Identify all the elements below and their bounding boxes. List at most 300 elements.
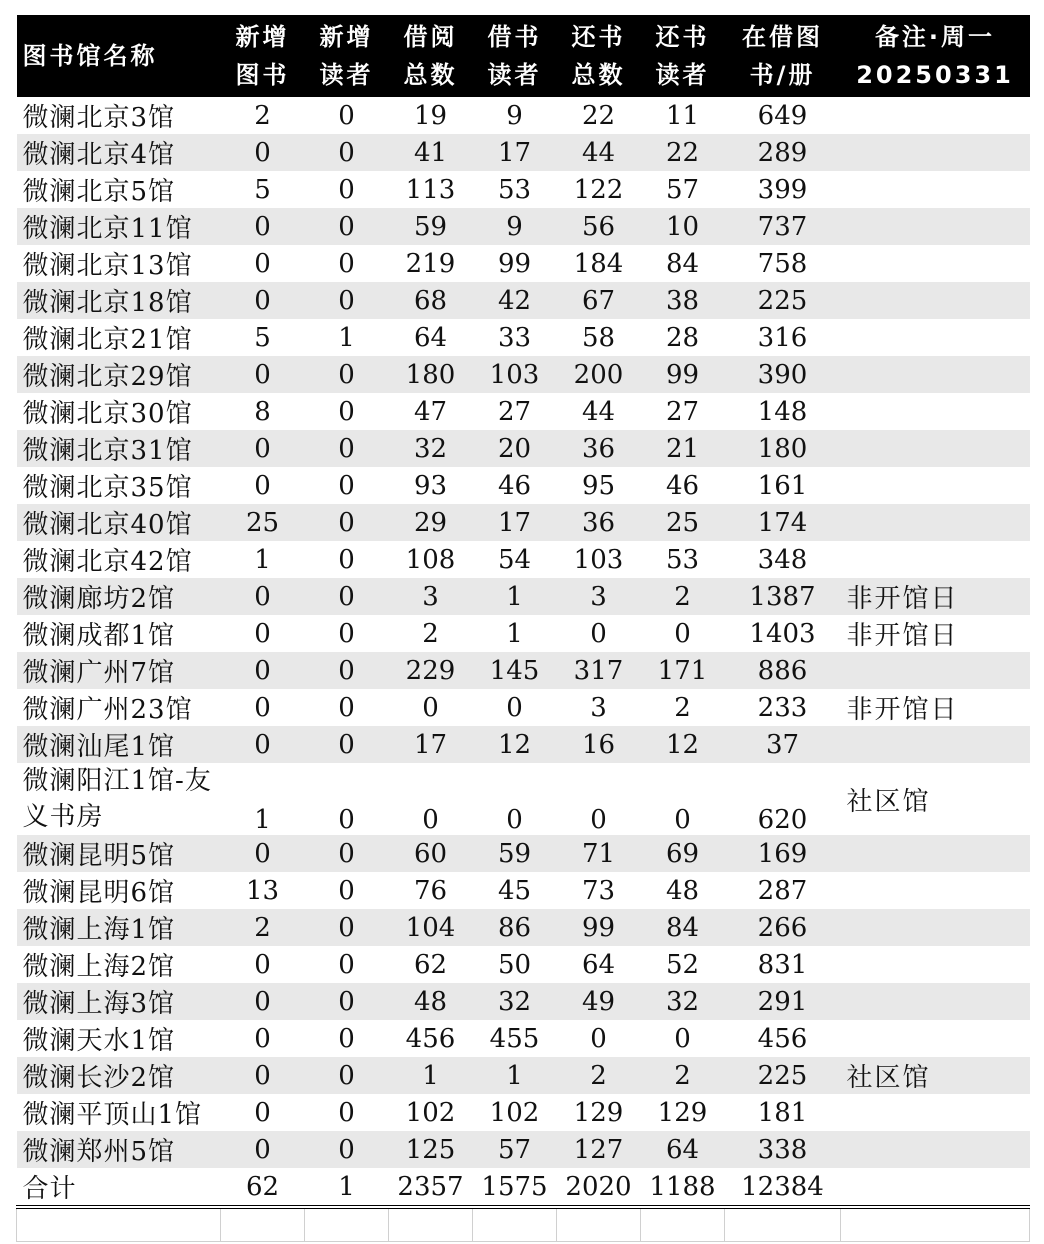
- borrow-readers-cell[interactable]: 0: [506, 692, 523, 723]
- borrow-readers-cell[interactable]: 54: [497, 544, 532, 575]
- return-total-cell[interactable]: 49: [557, 983, 641, 1020]
- new-readers-cell[interactable]: 0: [305, 430, 389, 467]
- borrow-readers-cell[interactable]: 12: [473, 726, 557, 763]
- new-books-cell[interactable]: 62: [221, 1168, 305, 1207]
- new-books-cell[interactable]: 0: [254, 248, 271, 279]
- empty-cell[interactable]: [641, 1207, 725, 1242]
- library-name-cell[interactable]: 微澜北京29馆: [17, 356, 221, 393]
- borrow-readers-cell[interactable]: 0: [506, 805, 523, 835]
- borrow-readers-cell[interactable]: 1: [473, 1057, 557, 1094]
- library-name-cell[interactable]: 微澜北京31馆: [17, 430, 221, 467]
- books-on-loan-cell[interactable]: 831: [757, 949, 808, 980]
- library-name-cell[interactable]: 微澜郑州5馆: [17, 1131, 221, 1168]
- note-cell[interactable]: [841, 208, 1030, 245]
- library-name-cell[interactable]: 微澜汕尾1馆: [17, 726, 221, 763]
- new-books-cell[interactable]: 0: [221, 1057, 305, 1094]
- empty-footer-row: [17, 1207, 1030, 1242]
- borrow-total-cell[interactable]: 3: [389, 578, 473, 615]
- library-name-cell[interactable]: 微澜天水1馆: [22, 1026, 176, 1056]
- library-name-cell[interactable]: 微澜北京21馆: [22, 325, 193, 355]
- return-readers-cell[interactable]: 21: [641, 430, 725, 467]
- return-total-cell[interactable]: 122: [573, 174, 624, 205]
- return-total-cell[interactable]: 67: [557, 282, 641, 319]
- library-name-cell[interactable]: 微澜北京13馆: [22, 251, 193, 281]
- books-on-loan-cell[interactable]: 456: [757, 1023, 808, 1054]
- header-borrow-total: [389, 15, 473, 97]
- books-on-loan-cell[interactable]: 338: [725, 1131, 841, 1168]
- return-readers-cell[interactable]: 12: [641, 726, 725, 763]
- books-on-loan-cell[interactable]: 348: [757, 544, 808, 575]
- note-cell[interactable]: [841, 97, 1030, 134]
- borrow-readers-cell[interactable]: 1: [473, 578, 557, 615]
- header-line-1: 还书: [571, 23, 626, 51]
- header-line-2: 读者: [487, 61, 542, 89]
- table-row: [17, 1131, 1030, 1168]
- table-row: [17, 467, 1030, 504]
- library-name-cell[interactable]: 微澜成都1馆: [22, 621, 176, 651]
- return-readers-cell[interactable]: 1188: [641, 1168, 725, 1207]
- borrow-total-cell[interactable]: 19: [413, 100, 448, 131]
- borrow-readers-cell[interactable]: 46: [497, 470, 532, 501]
- new-books-cell[interactable]: 0: [221, 1131, 305, 1168]
- empty-cell[interactable]: [305, 1207, 389, 1242]
- new-books-cell[interactable]: 13: [245, 875, 280, 906]
- borrow-readers-cell[interactable]: 1575: [473, 1168, 557, 1207]
- new-readers-cell[interactable]: 0: [338, 174, 355, 205]
- note-cell[interactable]: [841, 171, 1030, 208]
- new-readers-cell[interactable]: 0: [305, 282, 389, 319]
- borrow-total-cell[interactable]: 17: [389, 726, 473, 763]
- new-readers-cell[interactable]: 0: [305, 983, 389, 1020]
- borrow-total-cell[interactable]: 60: [389, 835, 473, 872]
- return-readers-cell[interactable]: 46: [665, 470, 700, 501]
- new-readers-cell[interactable]: 0: [338, 618, 355, 649]
- borrow-readers-cell[interactable]: 99: [497, 248, 532, 279]
- header-line-1: 在借图: [742, 23, 823, 51]
- table-row: [17, 1020, 1030, 1057]
- return-readers-cell[interactable]: 99: [641, 356, 725, 393]
- return-readers-cell[interactable]: 2: [641, 578, 725, 615]
- books-on-loan-cell[interactable]: 620: [757, 805, 808, 835]
- header-line-2: 20250331: [856, 61, 1014, 89]
- new-readers-cell[interactable]: 0: [305, 356, 389, 393]
- return-total-cell[interactable]: 44: [581, 396, 616, 427]
- return-readers-cell[interactable]: 28: [665, 322, 700, 353]
- note-cell[interactable]: [841, 134, 1030, 171]
- borrow-readers-cell[interactable]: 102: [489, 1097, 540, 1128]
- new-readers-cell[interactable]: 0: [305, 1057, 389, 1094]
- borrow-total-cell[interactable]: 93: [413, 470, 448, 501]
- new-books-cell[interactable]: 1: [254, 544, 271, 575]
- new-readers-cell[interactable]: 0: [338, 949, 355, 980]
- return-total-cell[interactable]: 200: [557, 356, 641, 393]
- new-readers-cell[interactable]: 0: [305, 909, 389, 946]
- borrow-total-cell[interactable]: 32: [389, 430, 473, 467]
- new-books-cell[interactable]: 0: [254, 692, 271, 723]
- header-library-name: [17, 15, 221, 97]
- new-books-cell[interactable]: 5: [254, 322, 271, 353]
- new-readers-cell[interactable]: 0: [305, 726, 389, 763]
- return-readers-cell[interactable]: 171: [641, 652, 725, 689]
- new-books-cell[interactable]: 0: [254, 470, 271, 501]
- borrow-readers-cell[interactable]: 455: [489, 1023, 540, 1054]
- note-cell[interactable]: [841, 504, 1030, 541]
- return-total-cell[interactable]: 58: [581, 322, 616, 353]
- return-total-cell[interactable]: 73: [581, 875, 616, 906]
- library-name-cell[interactable]: 微澜广州7馆: [17, 652, 221, 689]
- new-readers-cell[interactable]: 0: [305, 208, 389, 245]
- empty-cell[interactable]: [725, 1207, 841, 1242]
- borrow-total-cell[interactable]: 108: [405, 544, 456, 575]
- note-cell[interactable]: 非开馆日: [846, 695, 959, 725]
- return-total-cell[interactable]: 64: [581, 949, 616, 980]
- header-books-on-loan: [725, 15, 841, 97]
- library-name-cell[interactable]: 微澜上海2馆: [22, 952, 176, 982]
- borrow-total-cell[interactable]: 76: [413, 875, 448, 906]
- table-row: [17, 615, 1030, 652]
- borrow-readers-cell[interactable]: 57: [473, 1131, 557, 1168]
- library-name-cell[interactable]: 微澜北京3馆: [22, 103, 176, 133]
- return-readers-cell[interactable]: 129: [657, 1097, 708, 1128]
- return-total-cell[interactable]: 184: [573, 248, 624, 279]
- library-name-cell[interactable]: 微澜上海3馆: [17, 983, 221, 1020]
- return-total-cell[interactable]: 99: [557, 909, 641, 946]
- note-cell[interactable]: [841, 467, 1030, 504]
- borrow-readers-cell[interactable]: 33: [497, 322, 532, 353]
- table-row: [17, 319, 1030, 356]
- new-books-cell[interactable]: 8: [254, 396, 271, 427]
- borrow-total-cell[interactable]: 2357: [389, 1168, 473, 1207]
- new-books-cell[interactable]: 0: [221, 282, 305, 319]
- library-name-cell[interactable]: 微澜昆明5馆: [17, 835, 221, 872]
- return-readers-cell[interactable]: 0: [674, 1023, 691, 1054]
- books-on-loan-cell[interactable]: 737: [725, 208, 841, 245]
- table-row: [17, 652, 1030, 689]
- header-line-2: 总数: [403, 61, 458, 89]
- new-books-cell[interactable]: 0: [221, 983, 305, 1020]
- note-cell[interactable]: [841, 872, 1030, 909]
- books-on-loan-cell[interactable]: 148: [757, 396, 808, 427]
- return-readers-cell[interactable]: 84: [665, 248, 700, 279]
- note-cell[interactable]: [841, 652, 1030, 689]
- library-name-cell[interactable]: 微澜北京5馆: [22, 177, 176, 207]
- new-readers-cell[interactable]: 0: [338, 396, 355, 427]
- new-readers-cell[interactable]: 1: [338, 322, 355, 353]
- borrow-total-cell[interactable]: 2: [422, 618, 439, 649]
- books-on-loan-cell[interactable]: 287: [757, 875, 808, 906]
- return-readers-cell[interactable]: 0: [674, 805, 691, 835]
- return-total-cell[interactable]: 3: [590, 692, 607, 723]
- books-on-loan-cell[interactable]: 649: [757, 100, 808, 131]
- return-total-cell[interactable]: 317: [557, 652, 641, 689]
- library-name-cell[interactable]: 微澜长沙2馆: [17, 1057, 221, 1094]
- library-name-cell[interactable]: 微澜廊坊2馆: [17, 578, 221, 615]
- library-name-cell[interactable]: 微澜北京4馆: [17, 134, 221, 171]
- borrow-total-cell[interactable]: 29: [389, 504, 473, 541]
- return-readers-cell[interactable]: 84: [641, 909, 725, 946]
- library-name-cell[interactable]: 微澜北京35馆: [22, 473, 193, 503]
- empty-cell[interactable]: [557, 1207, 641, 1242]
- note-cell[interactable]: [841, 983, 1030, 1020]
- borrow-total-cell[interactable]: 229: [389, 652, 473, 689]
- note-cell[interactable]: [841, 1020, 1030, 1057]
- empty-cell[interactable]: [841, 1207, 1030, 1242]
- borrow-total-cell[interactable]: 47: [413, 396, 448, 427]
- library-name-cell[interactable]: 微澜北京30馆: [22, 399, 193, 429]
- borrow-readers-cell[interactable]: 17: [473, 504, 557, 541]
- new-books-cell[interactable]: 0: [254, 618, 271, 649]
- return-total-cell[interactable]: 56: [557, 208, 641, 245]
- header-line-2: 读者: [319, 61, 374, 89]
- books-on-loan-cell[interactable]: 758: [757, 248, 808, 279]
- return-readers-cell[interactable]: 64: [641, 1131, 725, 1168]
- return-total-cell[interactable]: 0: [590, 805, 607, 835]
- return-readers-cell[interactable]: 32: [641, 983, 725, 1020]
- borrow-readers-cell[interactable]: 145: [473, 652, 557, 689]
- return-total-cell[interactable]: 3: [557, 578, 641, 615]
- new-readers-cell[interactable]: 0: [305, 578, 389, 615]
- new-readers-cell[interactable]: 1: [305, 1168, 389, 1207]
- header-line-2: 书/册: [749, 61, 816, 89]
- return-total-cell[interactable]: 129: [573, 1097, 624, 1128]
- books-on-loan-cell[interactable]: 1387: [725, 578, 841, 615]
- note-cell[interactable]: [841, 1094, 1030, 1131]
- return-readers-cell[interactable]: 38: [641, 282, 725, 319]
- borrow-total-cell[interactable]: 456: [405, 1023, 456, 1054]
- new-books-cell[interactable]: 0: [254, 1097, 271, 1128]
- books-on-loan-cell[interactable]: 174: [725, 504, 841, 541]
- new-books-cell[interactable]: 0: [221, 726, 305, 763]
- return-readers-cell[interactable]: 10: [641, 208, 725, 245]
- new-books-cell[interactable]: 0: [221, 430, 305, 467]
- borrow-readers-cell[interactable]: 32: [473, 983, 557, 1020]
- borrow-total-cell[interactable]: 125: [389, 1131, 473, 1168]
- new-readers-cell[interactable]: 0: [338, 875, 355, 906]
- new-readers-cell[interactable]: 0: [338, 805, 355, 835]
- new-books-cell[interactable]: 0: [221, 134, 305, 171]
- return-readers-cell[interactable]: 25: [641, 504, 725, 541]
- books-on-loan-cell[interactable]: 169: [725, 835, 841, 872]
- borrow-readers-cell[interactable]: 45: [497, 875, 532, 906]
- books-on-loan-cell[interactable]: 181: [757, 1097, 808, 1128]
- new-books-cell[interactable]: 0: [221, 652, 305, 689]
- new-books-cell[interactable]: 2: [221, 909, 305, 946]
- borrow-readers-cell[interactable]: 103: [473, 356, 557, 393]
- new-books-cell[interactable]: 0: [254, 1023, 271, 1054]
- note-cell[interactable]: [841, 430, 1030, 467]
- borrow-readers-cell[interactable]: 86: [473, 909, 557, 946]
- books-on-loan-cell[interactable]: 12384: [725, 1168, 841, 1207]
- borrow-total-cell[interactable]: 113: [405, 174, 456, 205]
- new-readers-cell[interactable]: 0: [338, 100, 355, 131]
- return-total-cell[interactable]: 71: [557, 835, 641, 872]
- new-readers-cell[interactable]: 0: [338, 470, 355, 501]
- library-name-cell[interactable]: 微澜上海1馆: [17, 909, 221, 946]
- new-readers-cell[interactable]: 0: [338, 692, 355, 723]
- return-readers-cell[interactable]: 2: [674, 692, 691, 723]
- borrow-total-cell[interactable]: 41: [389, 134, 473, 171]
- header-line-2: 读者: [655, 61, 710, 89]
- return-total-cell[interactable]: 2: [557, 1057, 641, 1094]
- new-books-cell[interactable]: 0: [221, 578, 305, 615]
- header-line-1: 新增: [235, 23, 290, 51]
- new-books-cell[interactable]: 25: [221, 504, 305, 541]
- borrow-total-cell[interactable]: 0: [422, 692, 439, 723]
- note-cell[interactable]: [841, 319, 1030, 356]
- new-books-cell[interactable]: 0: [254, 949, 271, 980]
- books-on-loan-cell[interactable]: 180: [725, 430, 841, 467]
- books-on-loan-cell[interactable]: 886: [725, 652, 841, 689]
- new-books-cell[interactable]: 1: [254, 805, 271, 835]
- books-on-loan-cell[interactable]: 225: [725, 282, 841, 319]
- return-total-cell[interactable]: 0: [590, 618, 607, 649]
- borrow-total-cell[interactable]: 0: [422, 805, 439, 835]
- note-cell[interactable]: [841, 1168, 1030, 1207]
- note-cell[interactable]: 社区馆: [841, 1057, 1030, 1094]
- new-books-cell[interactable]: 2: [254, 100, 271, 131]
- new-readers-cell[interactable]: 0: [305, 835, 389, 872]
- books-on-loan-cell[interactable]: 316: [757, 322, 808, 353]
- borrow-total-cell[interactable]: 102: [405, 1097, 456, 1128]
- borrow-readers-cell[interactable]: 50: [497, 949, 532, 980]
- header-new-books: [221, 15, 305, 97]
- note-cell[interactable]: [841, 835, 1030, 872]
- library-name-cell[interactable]: 微澜昆明6馆: [22, 878, 176, 908]
- books-on-loan-cell[interactable]: 289: [725, 134, 841, 171]
- library-name-cell[interactable]: 微澜平顶山1馆: [22, 1100, 203, 1130]
- return-readers-cell[interactable]: 52: [665, 949, 700, 980]
- borrow-readers-cell[interactable]: 17: [473, 134, 557, 171]
- return-readers-cell[interactable]: 48: [665, 875, 700, 906]
- note-cell[interactable]: [841, 282, 1030, 319]
- header-borrow-readers: [473, 15, 557, 97]
- note-cell[interactable]: [841, 909, 1030, 946]
- note-cell[interactable]: 非开馆日: [841, 578, 1030, 615]
- return-readers-cell[interactable]: 2: [641, 1057, 725, 1094]
- return-readers-cell[interactable]: 27: [665, 396, 700, 427]
- new-readers-cell[interactable]: 0: [338, 1097, 355, 1128]
- return-readers-cell[interactable]: 69: [641, 835, 725, 872]
- borrow-readers-cell[interactable]: 1: [506, 618, 523, 649]
- books-on-loan-cell[interactable]: 37: [725, 726, 841, 763]
- books-on-loan-cell[interactable]: 161: [757, 470, 808, 501]
- library-name-cell[interactable]: 微澜北京18馆: [17, 282, 221, 319]
- library-name-cell[interactable]: 微澜广州23馆: [22, 695, 193, 725]
- new-books-cell[interactable]: 0: [221, 835, 305, 872]
- return-total-cell[interactable]: 22: [581, 100, 616, 131]
- empty-cell[interactable]: [473, 1207, 557, 1242]
- return-total-cell[interactable]: 0: [590, 1023, 607, 1054]
- books-on-loan-cell[interactable]: 233: [757, 692, 808, 723]
- note-cell[interactable]: [841, 356, 1030, 393]
- new-readers-cell[interactable]: 0: [305, 1131, 389, 1168]
- table-row: [17, 909, 1030, 946]
- borrow-readers-cell[interactable]: 20: [473, 430, 557, 467]
- borrow-total-cell[interactable]: 1: [389, 1057, 473, 1094]
- borrow-total-cell[interactable]: 59: [389, 208, 473, 245]
- note-cell[interactable]: [841, 946, 1030, 983]
- new-readers-cell[interactable]: 0: [338, 248, 355, 279]
- borrow-readers-cell[interactable]: 27: [497, 396, 532, 427]
- note-cell[interactable]: [841, 1131, 1030, 1168]
- header-row: [17, 15, 1030, 97]
- borrow-readers-cell[interactable]: 9: [506, 100, 523, 131]
- total-row: [17, 1168, 1030, 1207]
- return-readers-cell[interactable]: 22: [641, 134, 725, 171]
- borrow-readers-cell[interactable]: 59: [473, 835, 557, 872]
- return-total-cell[interactable]: 127: [557, 1131, 641, 1168]
- note-cell[interactable]: [841, 245, 1030, 282]
- table-row: [17, 282, 1030, 319]
- borrow-total-cell[interactable]: 104: [389, 909, 473, 946]
- books-on-loan-cell[interactable]: 266: [725, 909, 841, 946]
- return-total-cell[interactable]: 36: [557, 504, 641, 541]
- table-row: [17, 134, 1030, 171]
- empty-cell[interactable]: [17, 1207, 221, 1242]
- library-name-cell[interactable]: 微澜北京42馆: [22, 547, 193, 577]
- books-on-loan-cell[interactable]: 1403: [749, 618, 816, 649]
- new-readers-cell[interactable]: 0: [305, 652, 389, 689]
- new-readers-cell[interactable]: 0: [338, 544, 355, 575]
- new-readers-cell[interactable]: 0: [338, 1023, 355, 1054]
- borrow-readers-cell[interactable]: 42: [473, 282, 557, 319]
- return-total-cell[interactable]: 36: [557, 430, 641, 467]
- table-row: [17, 356, 1030, 393]
- return-total-cell[interactable]: 16: [557, 726, 641, 763]
- note-cell[interactable]: [841, 726, 1030, 763]
- new-books-cell[interactable]: 0: [221, 356, 305, 393]
- return-total-cell[interactable]: 95: [581, 470, 616, 501]
- empty-cell[interactable]: [221, 1207, 305, 1242]
- borrow-readers-cell[interactable]: 53: [497, 174, 532, 205]
- header-return-readers: [641, 15, 725, 97]
- note-cell[interactable]: [841, 541, 1030, 578]
- note-cell[interactable]: 社区馆: [846, 786, 931, 817]
- books-on-loan-cell[interactable]: 399: [757, 174, 808, 205]
- library-name-cell[interactable]: 微澜北京40馆: [17, 504, 221, 541]
- library-name-cell[interactable]: 合计: [17, 1168, 221, 1207]
- return-readers-cell[interactable]: 11: [665, 100, 700, 131]
- books-on-loan-cell[interactable]: 291: [725, 983, 841, 1020]
- borrow-total-cell[interactable]: 48: [389, 983, 473, 1020]
- return-total-cell[interactable]: 2020: [557, 1168, 641, 1207]
- new-books-cell[interactable]: 5: [254, 174, 271, 205]
- books-on-loan-cell[interactable]: 390: [725, 356, 841, 393]
- new-readers-cell[interactable]: 0: [305, 134, 389, 171]
- borrow-total-cell[interactable]: 62: [413, 949, 448, 980]
- return-readers-cell[interactable]: 57: [665, 174, 700, 205]
- borrow-readers-cell[interactable]: 9: [473, 208, 557, 245]
- note-cell[interactable]: [841, 393, 1030, 430]
- return-readers-cell[interactable]: 0: [674, 618, 691, 649]
- new-books-cell[interactable]: 0: [221, 208, 305, 245]
- note-cell[interactable]: 非开馆日: [846, 621, 959, 651]
- table-row: [17, 1057, 1030, 1094]
- return-total-cell[interactable]: 44: [557, 134, 641, 171]
- empty-cell[interactable]: [389, 1207, 473, 1242]
- library-name-cell[interactable]: 微澜北京11馆: [17, 208, 221, 245]
- library-name-cell[interactable]: 微澜阳江1馆-友义书房: [22, 766, 212, 832]
- return-readers-cell[interactable]: 53: [665, 544, 700, 575]
- borrow-total-cell[interactable]: 180: [389, 356, 473, 393]
- borrow-total-cell[interactable]: 64: [413, 322, 448, 353]
- new-readers-cell[interactable]: 0: [305, 504, 389, 541]
- header-new-readers: [305, 15, 389, 97]
- borrow-total-cell[interactable]: 219: [405, 248, 456, 279]
- return-total-cell[interactable]: 103: [573, 544, 624, 575]
- borrow-total-cell[interactable]: 68: [389, 282, 473, 319]
- books-on-loan-cell[interactable]: 225: [725, 1057, 841, 1094]
